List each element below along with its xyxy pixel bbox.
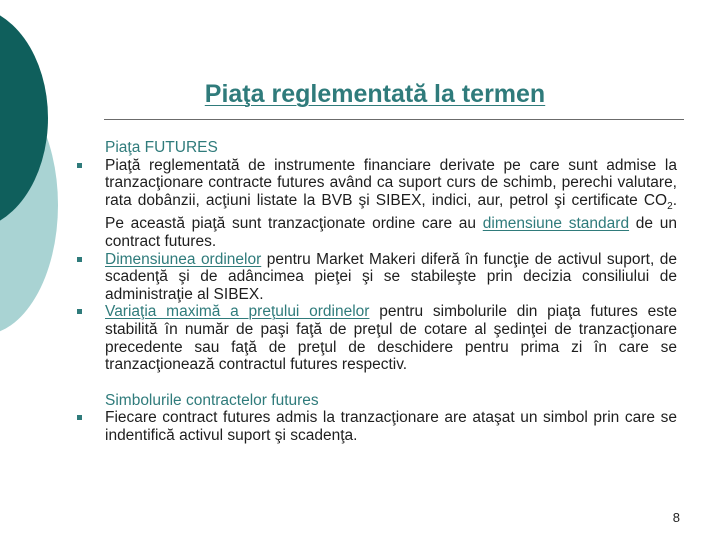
term-dimensiune-standard: dimensiune standard <box>482 215 630 233</box>
section-heading-simboluri: Simbolurile contractelor futures <box>105 391 319 409</box>
section-futures <box>105 139 677 374</box>
section-heading-futures: Piaţa FUTURES <box>105 139 218 156</box>
bullet-simboluri: Fiecare contract futures admis la tranzacţionare are ataşat un simbol prin care se indentifică activul suport şi scadenţa. <box>105 409 677 444</box>
term-dimensiunea-ordinelor: Dimensiunea ordinelor <box>105 250 262 268</box>
bullet-futures-definition: Piaţă reglementată de instrumente financiare derivate pe care sunt admise la tranzacţionare contracte futures având ca suport curs de schimb, perechi valutare, rata dobânzii, acţiuni listate la BVB şi SIBEX, indici, aur, petrol şi certificate $CO_2$. Pe această piaţă sunt tranzacţionate ordine care au dimensiune standard de un contract futures. <box>105 156 677 251</box>
bullet-variatia-maxima: Variaţia maximă a preţului ordinelor pentru simbolurile din piaţa futures este stabilită în număr de paşi faţă de preţul de cotare al şedinţei de tranzacţionare precedente sau faţă de preţul de deschidere pentru prima zi în care se tranzacţionează contractul futures respectiv. <box>105 303 677 374</box>
title-divider <box>104 119 684 120</box>
page-number: 8 <box>672 510 680 525</box>
section-simboluri <box>105 392 677 445</box>
slide-body <box>105 139 677 445</box>
decorative-circles <box>0 0 60 540</box>
slide-title: Piaţa reglementată la termen <box>204 80 546 108</box>
term-variatia-maxima: Variaţia maximă a preţului ordinelor <box>105 303 370 321</box>
bullet-dimensiunea-ordinelor: Dimensiunea ordinelor pentru Market Makeri diferă în funcţie de activul suport, de scadenţă şi de adâncimea pieţei şi se stabileşte prin decizia consiliului de administraţie al SIBEX. <box>105 250 678 303</box>
